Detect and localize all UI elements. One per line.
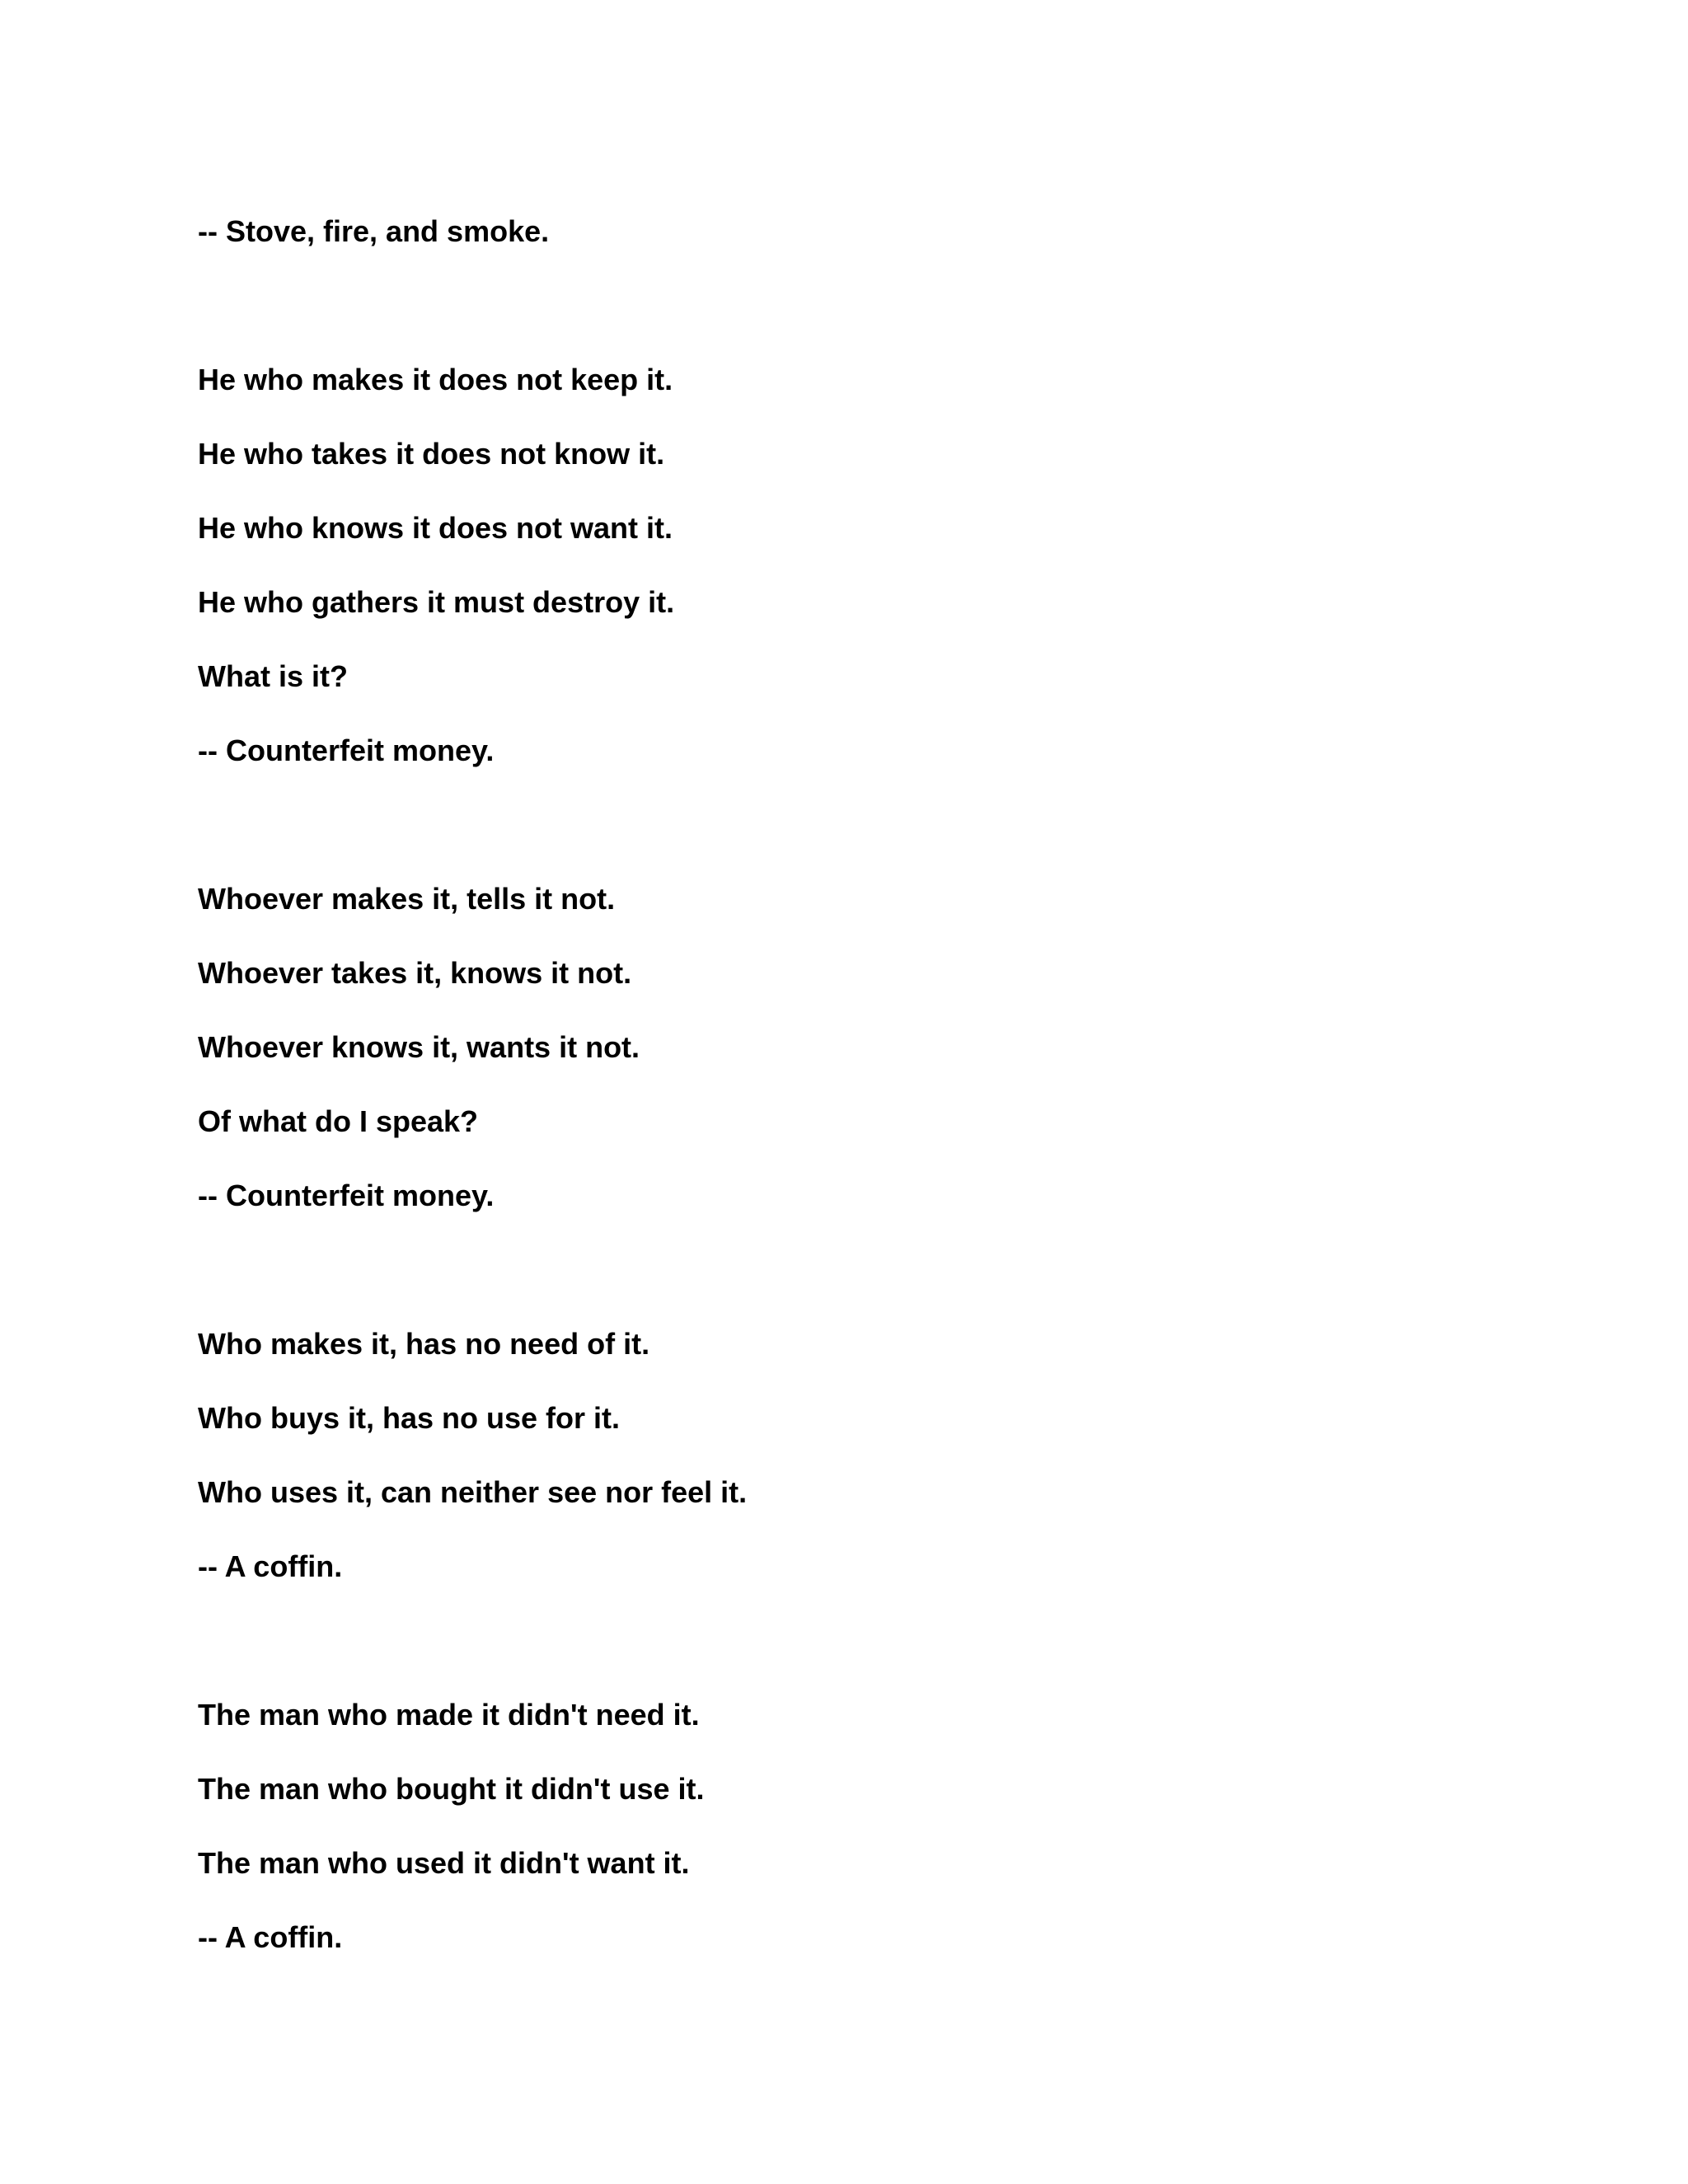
- blank-line: [198, 788, 1484, 862]
- answer-line: -- A coffin.: [198, 1549, 343, 1583]
- answer-line: -- A coffin.: [198, 1920, 343, 1954]
- answer-line: -- Counterfeit money.: [198, 733, 495, 767]
- riddle-line: The man who used it didn't want it.: [198, 1846, 690, 1880]
- riddle-line: Who buys it, has no use for it.: [198, 1401, 621, 1435]
- riddle-line: He who makes it does not keep it.: [198, 363, 673, 396]
- blank-line: [198, 1604, 1484, 1678]
- riddle-line: Whoever knows it, wants it not.: [198, 1030, 640, 1064]
- riddle-text: [198, 194, 1484, 1975]
- riddle-line: Whoever makes it, tells it not.: [198, 882, 616, 916]
- riddle-line: He who takes it does not know it.: [198, 437, 665, 471]
- riddle-question: Of what do I speak?: [198, 1104, 479, 1138]
- blank-line: [198, 1233, 1484, 1307]
- blank-line: [198, 269, 1484, 343]
- answer-line: -- Counterfeit money.: [198, 1179, 495, 1212]
- answer-line: -- Stove, fire, and smoke.: [198, 214, 550, 248]
- riddle-line: The man who made it didn't need it.: [198, 1698, 700, 1732]
- riddle-question: What is it?: [198, 659, 348, 693]
- riddle-line: Who uses it, can neither see nor feel it.: [198, 1475, 748, 1509]
- riddle-line: He who gathers it must destroy it.: [198, 585, 675, 619]
- riddle-line: He who knows it does not want it.: [198, 511, 673, 545]
- riddle-line: The man who bought it didn't use it.: [198, 1772, 705, 1806]
- riddle-line: Whoever takes it, knows it not.: [198, 956, 632, 990]
- riddle-line: Who makes it, has no need of it.: [198, 1327, 650, 1361]
